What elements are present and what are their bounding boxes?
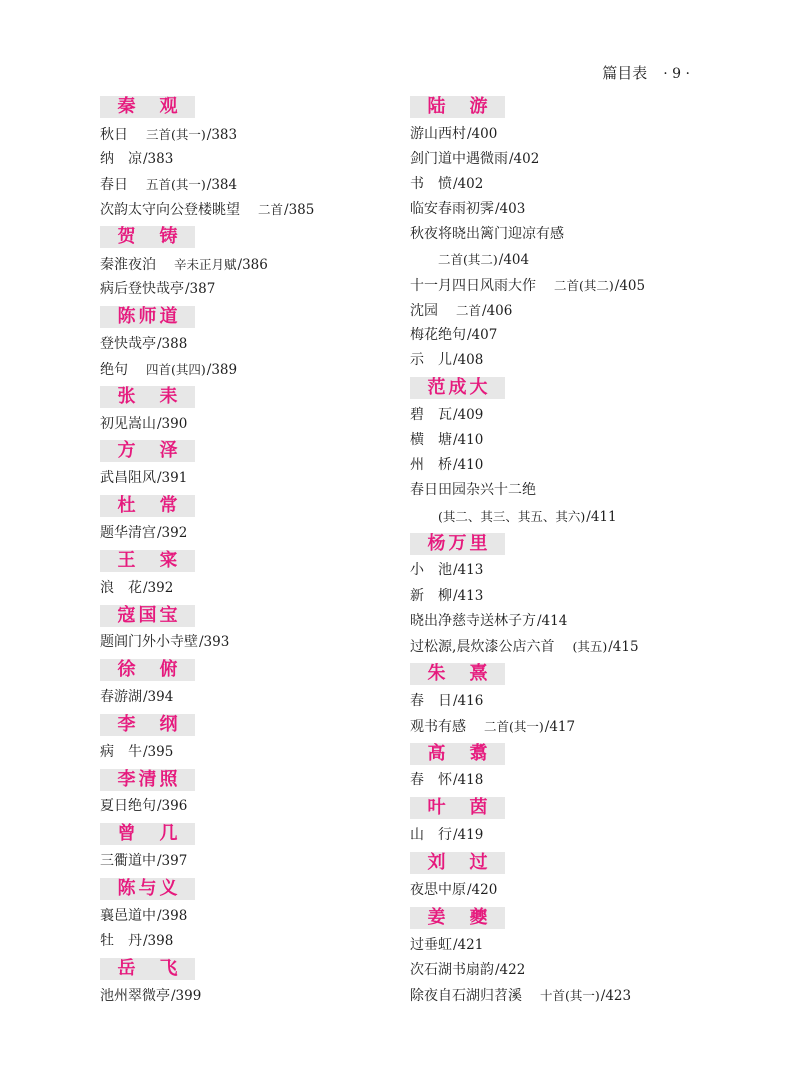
entry-page-ref: /422: [495, 961, 526, 978]
entry-page-ref: /419: [453, 827, 484, 844]
entry-page-ref: /423: [600, 987, 632, 1004]
entry-title: 夏日绝句: [100, 798, 156, 815]
entry-title: 秦淮夜泊: [100, 256, 156, 273]
entry-page-ref: /414: [537, 612, 568, 629]
entry-note: 十首(其一): [540, 987, 600, 1003]
author-heading: 秦 观: [100, 96, 195, 118]
entry-note: 二首(其一): [484, 718, 544, 734]
entry-title: 次石湖书扇韵: [410, 961, 494, 978]
entry-page-ref: /395: [143, 743, 174, 760]
toc-entry: [410, 348, 710, 373]
entry-page-ref: /420: [467, 881, 498, 898]
author-heading-row: [410, 739, 710, 769]
toc-entry: [100, 984, 400, 1009]
author-heading: 范成大: [410, 377, 505, 399]
entry-title: 碧 瓦: [410, 406, 452, 423]
entry-page-ref: /396: [157, 798, 188, 815]
toc-entry: [100, 412, 400, 437]
toc-entry: [410, 122, 710, 147]
entry-note: 二首(其二): [438, 252, 498, 268]
author-heading: 徐 俯: [100, 659, 195, 681]
author-heading-row: [410, 92, 710, 122]
toc-entry: [100, 521, 400, 546]
entry-title: 题阊门外小寺壁: [100, 634, 198, 651]
author-heading: 陈师道: [100, 306, 195, 328]
author-heading: 陆 游: [410, 96, 505, 118]
toc-entry: [100, 576, 400, 601]
entry-title: 游山西村: [410, 125, 466, 142]
toc-entry: [100, 197, 400, 222]
entry-title: 秋日: [100, 126, 128, 143]
toc-entry: [100, 252, 400, 277]
entry-page-ref: /413: [453, 587, 484, 604]
entry-title: 绝句: [100, 361, 128, 378]
author-heading-row: [100, 491, 400, 521]
entry-page-ref: /413: [453, 562, 484, 579]
author-heading: 杨万里: [410, 533, 505, 555]
toc-entry: [100, 685, 400, 710]
entry-page-ref: /393: [199, 634, 230, 651]
author-heading-row: [100, 820, 400, 850]
entry-note: (其五): [572, 638, 608, 654]
toc-entry: [100, 740, 400, 765]
entry-page-ref: /407: [467, 327, 498, 343]
toc-entry: [410, 197, 710, 222]
toc-entry: [100, 849, 400, 874]
toc-entry: [410, 983, 710, 1008]
entry-title: 过松源,晨炊漆公店六首: [410, 638, 555, 655]
toc-entry: [410, 768, 710, 793]
entry-page-ref: /411: [586, 508, 617, 525]
toc-entry: [410, 823, 710, 848]
author-heading-row: [410, 794, 710, 824]
toc-entry-continuation: [410, 247, 710, 272]
author-heading-row: [100, 655, 400, 685]
toc-entry: [410, 428, 710, 453]
entry-note: 二首: [456, 302, 482, 318]
entry-title: 秋夜将晓出篱门迎凉有感: [410, 226, 564, 243]
entry-page-ref: /390: [157, 415, 188, 432]
author-heading: 岳 飞: [100, 958, 195, 980]
entry-title: 州 桥: [410, 457, 452, 474]
entry-page-ref: /403: [495, 201, 526, 218]
author-heading-row: [100, 222, 400, 252]
entry-page-ref: /418: [453, 772, 484, 789]
entry-title: 春日田园杂兴十二绝: [410, 482, 536, 499]
toc-entry: [410, 878, 710, 903]
author-heading-row: [410, 529, 710, 559]
entry-title: 春游湖: [100, 688, 142, 705]
entry-page-ref: /383: [206, 126, 238, 143]
author-heading: 方 泽: [100, 440, 195, 462]
entry-page-ref: /400: [467, 125, 498, 142]
entry-note: 三首(其一): [146, 126, 206, 142]
entry-page-ref: /404: [498, 252, 530, 269]
toc-entry: [410, 714, 710, 739]
toc-entry: [100, 147, 400, 172]
entry-page-ref: /406: [482, 302, 513, 319]
toc-entry: [100, 172, 400, 197]
entry-page-ref: /392: [143, 579, 174, 596]
author-heading: 杜 常: [100, 495, 195, 517]
author-heading: 刘 过: [410, 852, 505, 874]
entry-page-ref: /388: [157, 335, 188, 352]
entry-title: 池州翠微亭: [100, 987, 170, 1004]
author-heading: 高 翥: [410, 743, 505, 765]
entry-note: 二首: [258, 202, 284, 218]
toc-entry: [410, 558, 710, 583]
author-heading-row: [410, 659, 710, 689]
toc-entry-continuation: [410, 504, 710, 529]
entry-page-ref: /398: [157, 907, 188, 924]
author-heading-row: [410, 903, 710, 933]
entry-title: 沈园: [410, 302, 438, 319]
toc-entry: [410, 403, 710, 428]
toc-entry: [100, 466, 400, 491]
entry-page-ref: /392: [157, 524, 188, 541]
entry-title: 纳 凉: [100, 150, 142, 167]
author-heading-row: [410, 848, 710, 878]
toc-entry: [410, 689, 710, 714]
entry-note: 五首(其一): [146, 176, 206, 192]
entry-title: 剑门道中遇微雨: [410, 150, 508, 167]
entry-title: 春 日: [410, 692, 452, 709]
author-heading: 李 纲: [100, 714, 195, 736]
entry-title: 襄邑道中: [100, 907, 156, 924]
author-heading: 李清照: [100, 769, 195, 791]
toc-entry: [410, 609, 710, 634]
author-heading-row: [100, 302, 400, 332]
entry-title: 小 池: [410, 562, 452, 579]
author-heading-row: [100, 437, 400, 467]
author-heading-row: [100, 710, 400, 740]
entry-page-ref: /399: [171, 987, 202, 1004]
page-number: · 9 ·: [663, 66, 690, 82]
entry-page-ref: /421: [453, 936, 484, 953]
toc-entry: [410, 958, 710, 983]
entry-page-ref: /417: [544, 718, 576, 735]
entry-note: 辛未正月赋: [174, 256, 237, 272]
entry-title: 示 儿: [410, 352, 452, 369]
section-title: 篇目表: [602, 64, 648, 82]
entry-page-ref: /416: [453, 692, 484, 709]
entry-page-ref: /384: [206, 176, 238, 193]
toc-entry: [100, 904, 400, 929]
toc-entry: [410, 147, 710, 172]
entry-title: 浪 花: [100, 579, 142, 596]
entry-title: 春日: [100, 176, 128, 193]
entry-title: 牡 丹: [100, 932, 142, 949]
entry-title: 书 愤: [410, 175, 452, 192]
author-heading-row: [100, 92, 400, 122]
entry-title: 横 塘: [410, 432, 452, 449]
toc-entry: [410, 273, 710, 298]
author-heading-row: [410, 373, 710, 403]
entry-title: 病 牛: [100, 743, 142, 760]
entry-title: 除夜自石湖归苕溪: [410, 987, 522, 1004]
author-heading: 陈与义: [100, 878, 195, 900]
entry-page-ref: /398: [143, 932, 174, 949]
entry-title: 十一月四日风雨大作: [410, 277, 536, 294]
entry-page-ref: /405: [614, 277, 646, 294]
entry-title: 登快哉亭: [100, 335, 156, 352]
author-heading: 朱 熹: [410, 663, 505, 685]
entry-title: 晓出净慈寺送林子方: [410, 612, 536, 629]
toc-entry: [410, 453, 710, 478]
entry-title: 初见嵩山: [100, 415, 156, 432]
entry-page-ref: /410: [453, 432, 484, 449]
entry-title: 过垂虹: [410, 936, 452, 953]
toc-entry: [100, 332, 400, 357]
entry-page-ref: /385: [284, 202, 315, 219]
entry-title: 病后登快哉亭: [100, 280, 184, 297]
entry-page-ref: /410: [453, 457, 484, 474]
author-heading: 叶 茵: [410, 797, 505, 819]
author-heading-row: [100, 382, 400, 412]
entry-page-ref: /391: [157, 470, 188, 487]
toc-entry: [100, 122, 400, 147]
author-heading: 张 耒: [100, 386, 195, 408]
toc-entry: [410, 222, 710, 247]
entry-page-ref: /397: [157, 853, 188, 869]
entry-title: 春 怀: [410, 772, 452, 789]
toc-entry: [100, 929, 400, 954]
author-heading-row: [100, 546, 400, 576]
toc-entry: [100, 794, 400, 819]
entry-page-ref: /402: [509, 150, 540, 167]
entry-title: 临安春雨初霁: [410, 201, 494, 218]
author-heading-row: [100, 874, 400, 904]
entry-page-ref: /402: [453, 175, 484, 192]
entry-note: (其二、其三、其五、其六): [438, 508, 586, 524]
toc-entry: [100, 277, 400, 302]
entry-note: 四首(其四): [146, 361, 206, 377]
toc-entry: [100, 357, 400, 382]
toc-entry: [410, 478, 710, 503]
entry-page-ref: /409: [453, 406, 484, 423]
author-heading: 曾 几: [100, 823, 195, 845]
toc-entry: [410, 323, 710, 348]
entry-page-ref: /415: [608, 638, 639, 655]
author-heading-row: [100, 765, 400, 795]
entry-page-ref: /386: [237, 256, 268, 273]
entry-page-ref: /394: [143, 688, 174, 705]
toc-entry: [410, 172, 710, 197]
entry-title: 梅花绝句: [410, 327, 466, 343]
entry-title: 观书有感: [410, 718, 466, 735]
entry-page-ref: /389: [206, 361, 238, 378]
author-heading-row: [100, 954, 400, 984]
entry-page-ref: /408: [453, 352, 484, 369]
entry-title: 三衢道中: [100, 853, 156, 869]
toc-entry: [410, 298, 710, 323]
toc-right-column: [410, 92, 710, 1008]
entry-title: 夜思中原: [410, 881, 466, 898]
author-heading: 王 寀: [100, 550, 195, 572]
entry-title: 题华清宫: [100, 524, 156, 541]
entry-title: 次韵太守向公登楼眺望: [100, 202, 240, 219]
entry-note: 二首(其二): [554, 277, 614, 293]
author-heading-row: [100, 601, 400, 631]
toc-entry: [410, 933, 710, 958]
author-heading: 贺 铸: [100, 226, 195, 248]
running-head: [602, 64, 690, 83]
toc-left-column: [100, 92, 400, 1009]
toc-entry: [410, 634, 710, 659]
entry-page-ref: /383: [143, 150, 174, 167]
entry-title: 新 柳: [410, 587, 452, 604]
toc-entry: [100, 630, 400, 655]
entry-title: 山 行: [410, 827, 452, 844]
author-heading: 姜 夔: [410, 907, 505, 929]
author-heading: 寇国宝: [100, 605, 195, 627]
entry-title: 武昌阻风: [100, 470, 156, 487]
toc-entry: [410, 584, 710, 609]
entry-page-ref: /387: [185, 280, 216, 297]
